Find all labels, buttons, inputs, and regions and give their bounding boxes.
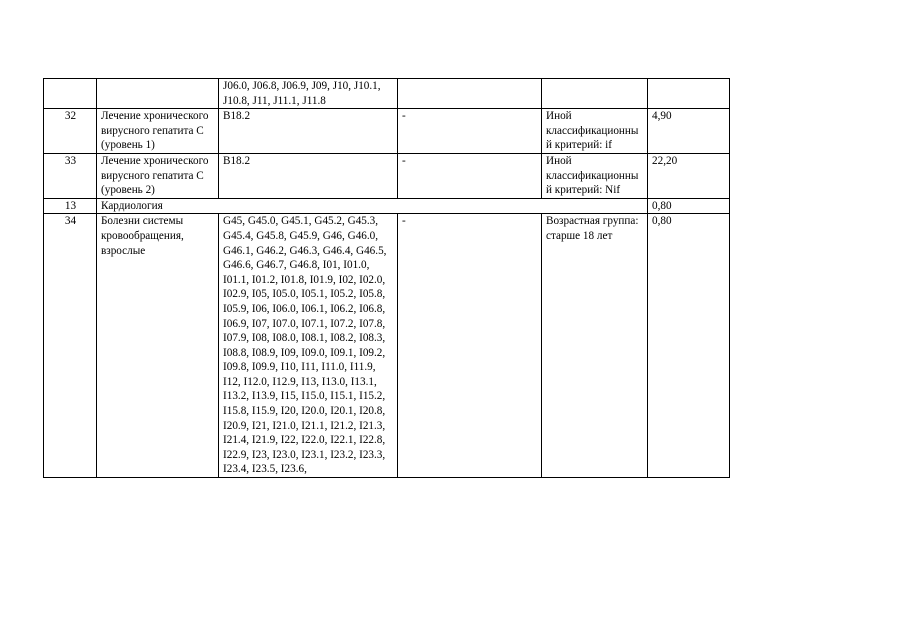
row-criterion: Иной классификационный критерий: Nif — [542, 153, 648, 198]
row-number: 32 — [44, 109, 97, 154]
table-row — [44, 79, 730, 109]
section-coefficient: 0,80 — [648, 198, 730, 214]
row-extra-codes: - — [398, 214, 542, 478]
tariff-table — [43, 78, 730, 478]
row-name: Лечение хронического вирусного гепатита С (уровень 1) — [97, 109, 219, 154]
row-criterion: Иной классификационный критерий: if — [542, 109, 648, 154]
row-number — [44, 79, 97, 109]
row-coefficient: 4,90 — [648, 109, 730, 154]
row-codes: J06.0, J06.8, J06.9, J09, J10, J10.1, J10.8, J11, J11.1, J11.8 — [219, 79, 398, 109]
row-coefficient: 22,20 — [648, 153, 730, 198]
row-criterion: Возрастная группа: старше 18 лет — [542, 214, 648, 478]
table-row — [44, 153, 730, 198]
row-extra-codes — [398, 79, 542, 109]
section-number: 13 — [44, 198, 97, 214]
row-number: 33 — [44, 153, 97, 198]
row-extra-codes: - — [398, 153, 542, 198]
row-coefficient: 0,80 — [648, 214, 730, 478]
row-extra-codes: - — [398, 109, 542, 154]
row-criterion — [542, 79, 648, 109]
section-row — [44, 198, 730, 214]
row-codes: G45, G45.0, G45.1, G45.2, G45.3, G45.4, G45.8, G45.9, G46, G46.0, G46.1, G46.2, G46.3, G46.4, G46.5, G46.6, G46.7, G46.8, I01, I01.0, I01.1, I01.2, I01.8, I01.9, I02, I02.0, I02.9, I05, I05.0, I05.1, I05.2, I05.8, I05.9, I06, I06.0, I06.1, I06.2, I06.8, I06.9, I07, I07.0, I07.1, I07.2, I07.8, I07.9, I08, I08.0, I08.1, I08.2, I08.3, I08.8, I08.9, I09, I09.0, I09.1, I09.2, I09.8, I09.9, I10, I11, I11.0, I11.9, I12, I12.0, I12.9, I13, I13.0, I13.1, I13.2, I13.9, I15, I15.0, I15.1, I15.2, I15.8, I15.9, I20, I20.0, I20.1, I20.8, I20.9, I21, I21.0, I21.1, I21.2, I21.3, I21.4, I21.9, I22, I22.0, I22.1, I22.8, I22.9, I23, I23.0, I23.1, I23.2, I23.3, I23.4, I23.5, I23.6, — [219, 214, 398, 478]
row-coefficient — [648, 79, 730, 109]
row-codes: В18.2 — [219, 153, 398, 198]
row-codes: В18.2 — [219, 109, 398, 154]
table-row — [44, 109, 730, 154]
section-title: Кардиология — [97, 198, 648, 214]
row-number: 34 — [44, 214, 97, 478]
table-row — [44, 214, 730, 478]
row-name: Лечение хронического вирусного гепатита С (уровень 2) — [97, 153, 219, 198]
row-name: Болезни системы кровообращения, взрослые — [97, 214, 219, 478]
row-name — [97, 79, 219, 109]
